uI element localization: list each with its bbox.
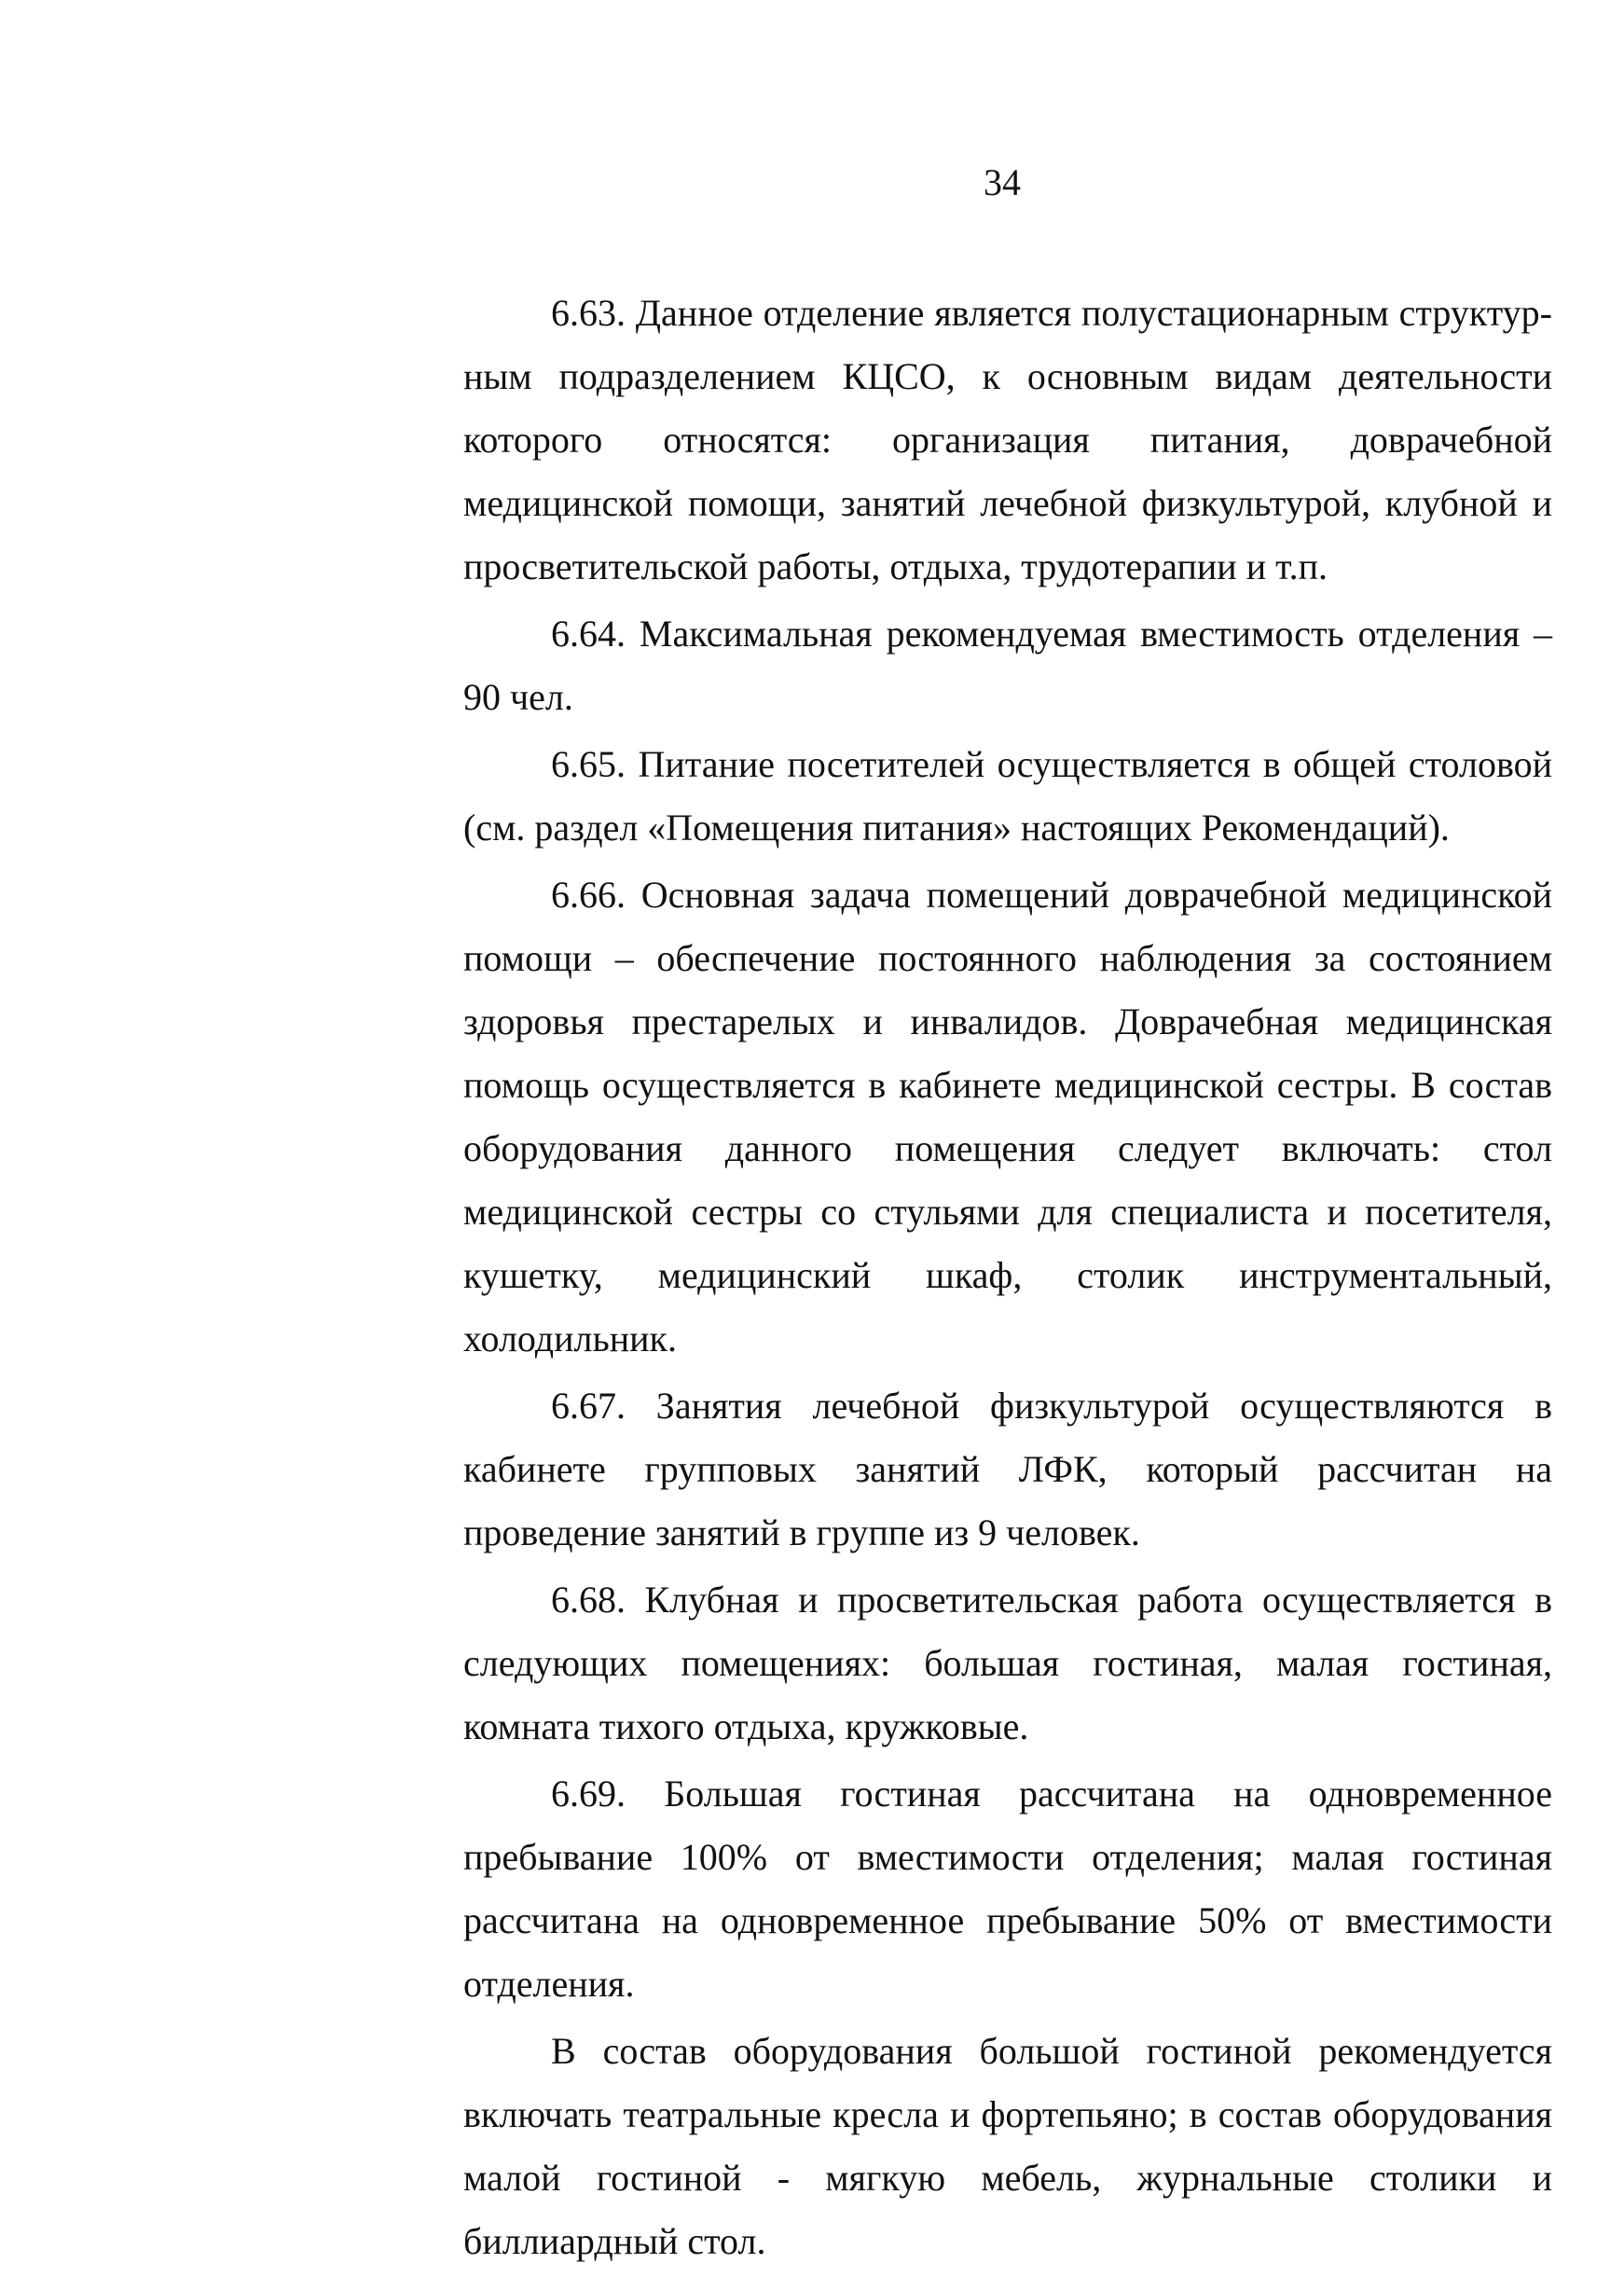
paragraph-6-64: 6.64. Максимальная рекомендуемая вместимость отделения – 90 чел. [463, 613, 1552, 718]
paragraph-6-68: 6.68. Клубная и просветительская работа осуществляется в следующих помещениях: большая гостиная, малая гостиная, комната тихого отдыха, кружковые. [463, 1579, 1552, 1747]
page-number: 34 [984, 161, 1021, 203]
paragraph-6-66: 6.66. Основная задача помещений доврачебной медицинской помощи – обеспечение постоянного наблюдения за состоянием здоровья престарелых и инвалидов. Доврачебная медицинская помощь осуществляется в кабинете медицинской сестры. В состав оборудования данного помещения следует включать: стол медицинской сестры со стульями для специалиста и посетителя, кушетку, медицинский шкаф, столик инструментальный, холодильник. [463, 874, 1552, 1359]
paragraph-6-67: 6.67. Занятия лечебной физкультурой осуществляются в кабинете групповых занятий ЛФК, который рассчитан на проведение занятий в группе из 9 человек. [463, 1385, 1552, 1553]
paragraph-equipment: В состав оборудования большой гостиной рекомендуется включать театральные кресла и фортепьяно; в состав оборудования малой гостиной - мягкую мебель, журнальные столики и биллиардный стол. [463, 2030, 1552, 2262]
paragraph-6-65: 6.65. Питание посетителей осуществляется в общей столовой (см. раздел «Помещения питания» настоящих Рекомендаций). [463, 743, 1552, 849]
paragraph-6-63: 6.63. Данное отделение является полустационарным структурным подразделением КЦСО, к основным видам деятельности которого относятся: организация питания, доврачебной медицинской помощи, занятий лечебной физкультурой, клубной и просветительской работы, отдыха, трудотерапии и т.п. [463, 292, 1552, 587]
paragraph-6-69: 6.69. Большая гостиная рассчитана на одновременное пребывание 100% от вместимости отделения; малая гостиная рассчитана на одновременное пребывание 50% от вместимости отделения. [463, 1773, 1552, 2005]
document-body [463, 282, 1552, 2277]
